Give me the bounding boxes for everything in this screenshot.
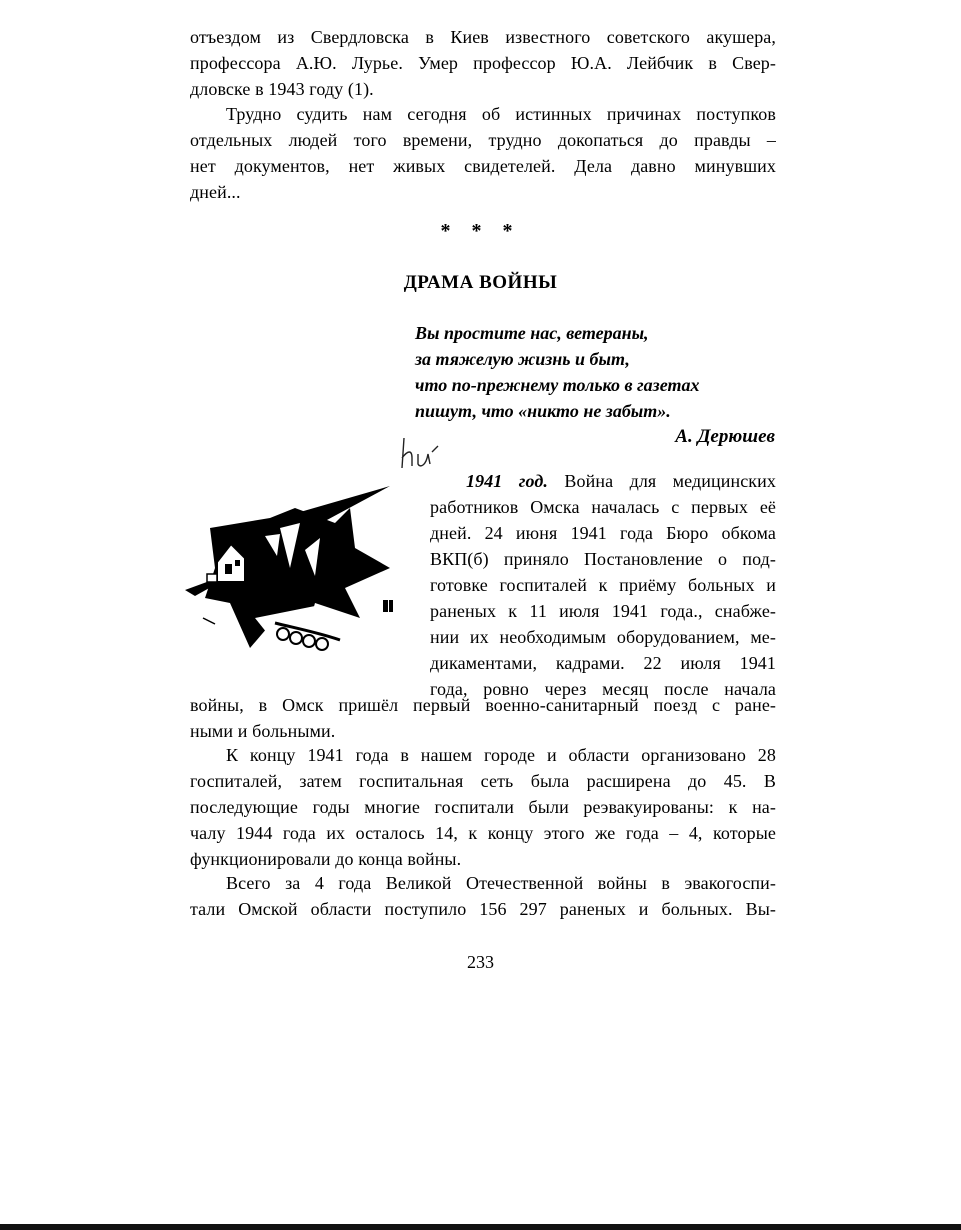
handwritten-mark <box>398 436 448 472</box>
paragraph-1941-continued <box>190 692 776 744</box>
text-line: профессора А.Ю. Лурье. Умер профессор Ю.А. Лейбчик в Свер- <box>190 53 776 73</box>
paragraph-1941 <box>430 468 776 702</box>
epigraph <box>415 320 775 450</box>
page-number: 233 <box>467 952 494 972</box>
epigraph-line: Вы простите нас, ветераны, <box>415 323 649 343</box>
text-line: работников Омска началась с первых её <box>430 497 776 517</box>
text-line: Трудно судить нам сегодня об истинных причинах поступков <box>226 104 776 124</box>
text-line: ными и больными. <box>190 721 336 741</box>
text-line: отдельных людей того времени, трудно докопаться до правды – <box>190 130 776 150</box>
text-line: нии их необходимым оборудованием, ме- <box>430 627 776 647</box>
text-line: года, ровно через месяц после начала <box>430 679 776 699</box>
text-line: ВКП(б) приняло Постановление о под- <box>430 549 776 569</box>
paragraph-truth <box>190 101 776 205</box>
section-heading: ДРАМА ВОЙНЫ <box>403 272 558 293</box>
text-fragment: Война для медицинских <box>548 471 776 491</box>
paragraph-hospitals <box>190 742 776 872</box>
text-line: последующие годы многие госпитали были реэвакуированы: к на- <box>190 797 776 817</box>
text-line: тали Омской области поступило 156 297 раненых и больных. Вы- <box>190 899 776 919</box>
text-line: войны, в Омск пришёл первый военно-санитарный поезд с ране- <box>190 695 776 715</box>
year-label: 1941 год. <box>466 471 549 491</box>
text-line: К концу 1941 года в нашем городе и области организовано 28 <box>226 745 776 765</box>
text-line <box>430 468 776 494</box>
text-line: нет документов, нет живых свидетелей. Дела давно минувших <box>190 156 776 176</box>
epigraph-author: А. Дерюшев <box>675 426 775 447</box>
text-line: чалу 1944 года их осталось 14, к концу этого же года – 4, которые <box>190 823 776 843</box>
text-line: госпиталей, затем госпитальная сеть была расширена до 45. В <box>190 771 776 791</box>
text-line: отъездом из Свердловска в Киев известного советского акушера, <box>190 27 776 47</box>
text-line: Всего за 4 года Великой Отечественной войны в эвакогоспи- <box>226 873 776 893</box>
section-separator: * * * <box>440 220 521 242</box>
epigraph-line: за тяжелую жизнь и быт, <box>415 349 630 369</box>
text-line: дней. 24 июня 1941 года Бюро обкома <box>430 523 776 543</box>
paragraph-wounded <box>190 870 776 922</box>
text-line: раненых к 11 июля 1941 года., снабже- <box>430 601 776 621</box>
epigraph-line: пишут, что «никто не забыт». <box>415 401 671 421</box>
war-illustration <box>185 478 395 668</box>
text-line: дловске в 1943 году (1). <box>190 79 374 99</box>
text-line: дней... <box>190 182 241 202</box>
epigraph-line: что по-прежнему только в газетах <box>415 375 700 395</box>
paragraph-continuation <box>190 24 776 102</box>
scan-edge <box>0 1224 961 1230</box>
text-line: функционировали до конца войны. <box>190 849 462 869</box>
text-line: готовке госпиталей к приёму больных и <box>430 575 776 595</box>
text-line: дикаментами, кадрами. 22 июля 1941 <box>430 653 776 673</box>
